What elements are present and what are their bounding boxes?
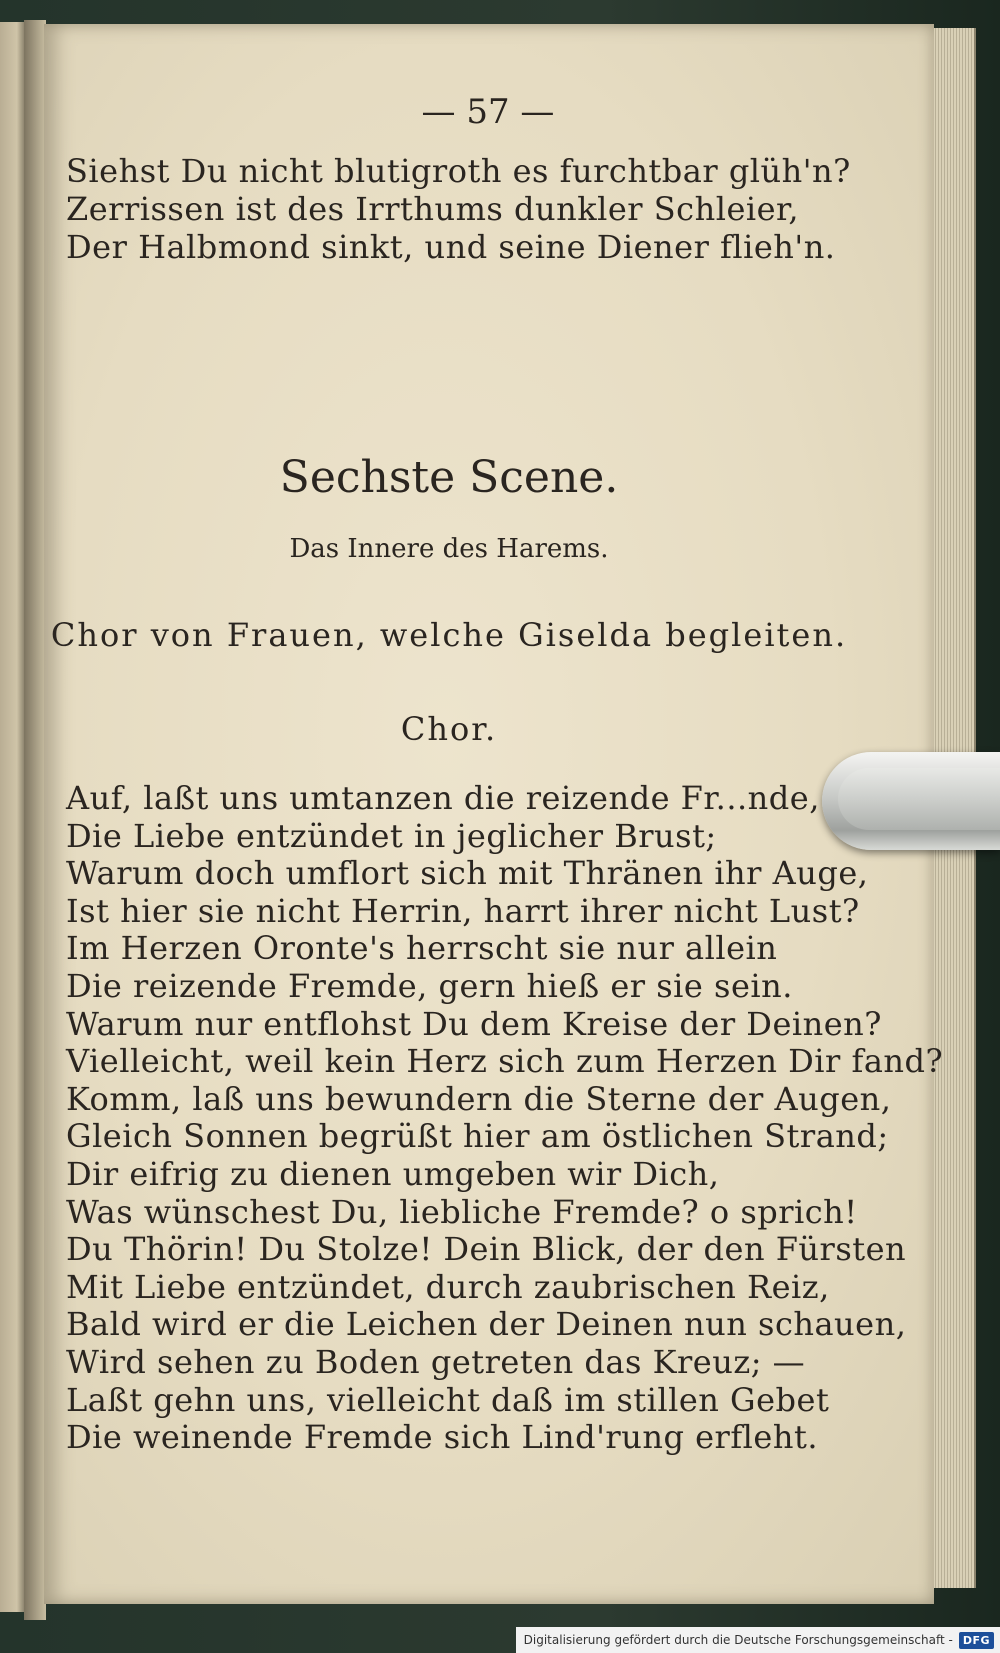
chorus-verse: [66, 780, 943, 1457]
dfg-logo-icon: DFG: [959, 1632, 994, 1649]
verse-line: Laßt gehn uns, vielleicht daß im stillen Gebet: [66, 1380, 830, 1419]
verse-line: Was wünschest Du, liebliche Fremde? o sprich!: [66, 1192, 858, 1231]
verse-line: Du Thörin! Du Stolze! Dein Blick, der den Fürsten: [66, 1230, 907, 1269]
verse-line: Dir eifrig zu dienen umgeben wir Dich,: [66, 1154, 720, 1193]
chorus-heading: Chor von Frauen, welche Giselda begleiten.: [50, 616, 848, 654]
verse-line: Wird sehen zu Boden getreten das Kreuz; —: [66, 1342, 806, 1381]
verse-line: Die Liebe entzündet in jeglicher Brust;: [66, 816, 717, 855]
verse-line: Im Herzen Oronte's herrscht sie nur allein: [66, 929, 778, 968]
scene-setting: Das Innere des Harems.: [289, 534, 609, 564]
verse-line: Die reizende Fremde, gern hieß er sie sein.: [66, 966, 793, 1005]
verse-line: Ist hier sie nicht Herrin, harrt ihrer nicht Lust?: [66, 891, 860, 930]
speaker-label: Chor.: [400, 710, 498, 748]
book-gutter: [24, 20, 46, 1620]
facing-page-edge: [0, 22, 26, 1612]
credit-text: Digitalisierung gefördert durch die Deutsche Forschungsgemeinschaft -: [523, 1633, 953, 1647]
digitization-credit: [516, 1627, 1000, 1653]
verse-line: Gleich Sonnen begrüßt hier am östlichen Strand;: [66, 1117, 889, 1156]
verse-line: Zerrissen ist des Irrthums dunkler Schleier,: [66, 190, 799, 228]
verse-line: Bald wird er die Leichen der Deinen nun schauen,: [66, 1305, 907, 1344]
verse-line: Siehst Du nicht blutigroth es furchtbar glüh'n?: [66, 152, 851, 190]
book-page: [44, 24, 944, 1604]
verse-line: Warum doch umflort sich mit Thränen ihr Auge,: [66, 854, 869, 893]
page-number: — 57 —: [421, 92, 555, 132]
verse-line: Komm, laß uns bewundern die Sterne der Augen,: [66, 1079, 892, 1118]
scene-title: Sechste Scene.: [279, 452, 619, 503]
verse-line: Die weinende Fremde sich Lind'rung erfleht.: [66, 1418, 818, 1457]
verse-line: Vielleicht, weil kein Herz sich zum Herzen Dir fand?: [66, 1042, 944, 1081]
page-clip: [822, 752, 1000, 850]
verse-line: Warum nur entflohst Du dem Kreise der Deinen?: [66, 1004, 882, 1043]
top-verse: [66, 152, 851, 266]
verse-line: Auf, laßt uns umtanzen die reizende Fr...nde,: [66, 779, 820, 817]
verse-line: Mit Liebe entzündet, durch zaubrischen Reiz,: [66, 1267, 830, 1306]
verse-line: Der Halbmond sinkt, und seine Diener flieh'n.: [66, 228, 836, 266]
